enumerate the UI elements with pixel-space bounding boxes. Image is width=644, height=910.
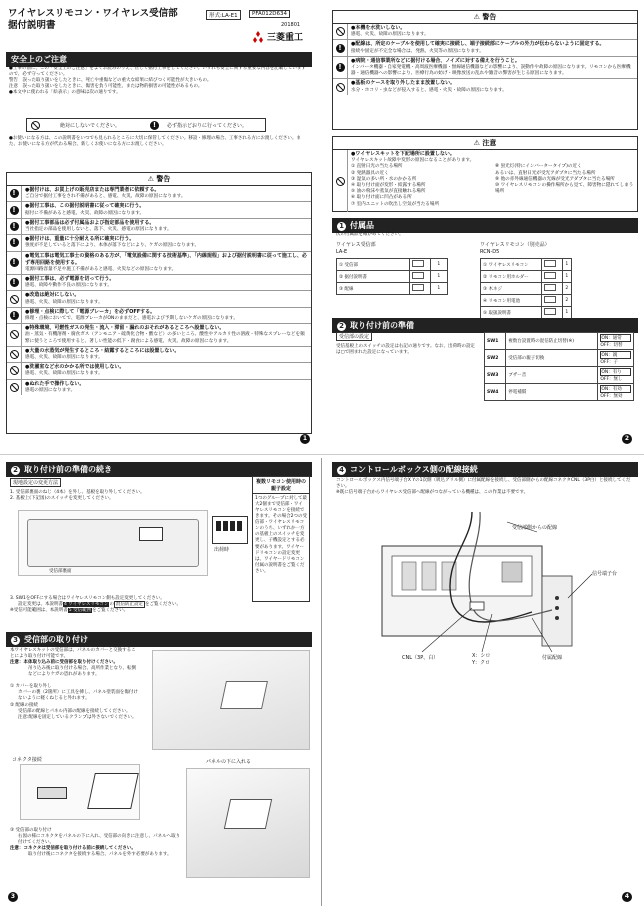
caution-place: ⑩ ワイヤレスリモコンの操作場所から見て、障害物に隠れてしまう場所 xyxy=(495,182,634,195)
warning-item-title: ●改造は絶対にしない。 xyxy=(25,292,80,299)
warning-item-text: 感電、火災、故障の原因になります。 xyxy=(25,299,103,305)
part-icon xyxy=(544,308,556,315)
horizontal-divider xyxy=(0,454,644,455)
field-steps: 1. 受信部裏面のねじ（4本）を外し、基板を取り外してください。 2. 基板上(下記図)のスイッチを変更してください。 xyxy=(10,490,145,502)
warning-item-title: ●電気工事は電気工事士の資格のある方が、「電気設備に関する技術基準」、「内線規程」および据付説明書に従って施工し、必ず専用回路を使用する。 xyxy=(25,252,307,266)
caution-box: ⚠ 注意 ●ワイヤレスキットを下記場所に設置しない。 ワイヤレスキット故障や変形の原因になることがあります。 ① 直射日光の当たる場所 ② 発熱器具の近く ③ 湿気の多い所・水のかかる所 ④ 取り付け面が変形・結露する場所 ⑤ 油の飛沫や蒸気が直接触れる場所 ⑥ 取り付け面に凹凸がある所 ⑦ 室内ユニットの吹出し空気が当たる場所 ⑧ 蛍光灯(特にインバータータイプ)の近く あるいは、直射日光が受光アダプタに当たる場所 ⑨ 他の赤外線通信機器の光線が受光アダプタに当たる場所 ⑩ ワイヤレスリモコンの操作場所から見て、障害物に隠れてしまう場所 xyxy=(332,136,638,212)
part-icon xyxy=(544,260,556,267)
warning-item xyxy=(7,363,311,379)
warning-item xyxy=(7,380,311,395)
warning-item-text: 油・蒸気・有機溶剤・腐食ガス（アンモニア・硫黄化合物・酸など）の多いところ、酸性やアルカリ性の溶液・特殊なスプレーなどを頻繁に使うところで使用すると、著しい性能の低下・腐食による感電、火災、故障の原因になります。 xyxy=(25,332,305,344)
mandatory-icon: ! xyxy=(10,258,19,267)
page-4 xyxy=(332,462,638,906)
warning-item-text: 感電、火災、故障の原因になります。 xyxy=(25,371,103,377)
receiver-board-illustration: 受信部裏面 xyxy=(18,510,208,576)
section-3-header: 3 受信部の取り付け xyxy=(6,632,312,647)
part-icon xyxy=(544,272,556,279)
prohibited-icon xyxy=(10,350,19,359)
caution-place: ④ 取り付け面が変形・結露する場所 xyxy=(351,182,426,188)
page-2 xyxy=(332,6,638,446)
mandatory-icon: ! xyxy=(336,44,345,53)
caution-place: ⑧ 蛍光灯(特にインバータータイプ)の近く xyxy=(495,164,582,170)
accessory-row: ② 据付説明書 1 xyxy=(337,271,448,283)
warning-item-title: ●ぬれた手で操作しない。 xyxy=(25,380,85,387)
section-4-header: 4 コントロールボックス側の配線接続 xyxy=(332,462,638,477)
accessories-lead: 次の付属品を確かめてください。 xyxy=(336,232,404,237)
warning-item xyxy=(7,202,311,218)
switch-row: SW3 ブザー音 ON：有り OFF：無し xyxy=(485,367,634,384)
mandatory-icon: ! xyxy=(10,222,19,231)
warning-item-text: 接続や固定が不完全な場合は、発熱、火災等の原因になります。 xyxy=(351,48,484,54)
page-1 xyxy=(6,6,312,446)
safety-header: 安全上のご注意 xyxy=(6,52,312,67)
warning-item-title: ●本機を水洗いしない。 xyxy=(351,25,406,31)
warning-item xyxy=(7,252,311,276)
control-box-illustration: 受信部側からの配線 信号端子台 CNL（3P、白） X：シロ Y：クロ 付属配線 xyxy=(362,502,622,662)
warning-item xyxy=(7,275,311,291)
warning-item-text: 当社指定の部品を使用しないと、落下、火災、感電の原因になります。 xyxy=(25,226,172,232)
mandatory-icon: ! xyxy=(10,278,19,287)
warning-item-text: 修理・点検においてで、電源ブレーカがONのままだと、感電および予期しないケガの原因になります。 xyxy=(25,316,238,321)
part-icon xyxy=(544,296,556,303)
accessory-row: ④ リモコン用電池 2 xyxy=(481,295,572,307)
warning-item xyxy=(7,308,311,324)
under-panel-label: パネルの下に入れる xyxy=(206,759,252,765)
accessory-row: ⑤ 取扱説明書 1 xyxy=(481,307,572,319)
warning-box-left xyxy=(6,172,312,434)
prohibited-icon xyxy=(336,177,345,186)
connector-label: コネクタ接続 xyxy=(12,757,42,763)
mandatory-icon: ! xyxy=(10,206,19,215)
warning-item-title: ●大量の水蒸気が発生するところ・結露するところには設置しない。 xyxy=(25,347,180,354)
caution-place: ⑥ 取り付け面に凹凸がある所 xyxy=(351,195,412,201)
center-divider xyxy=(321,458,322,906)
accessory-row: ① ワイヤレスリモコン 1 xyxy=(481,259,572,271)
prohibited-icon xyxy=(336,83,345,92)
prohibited-icon xyxy=(336,27,345,36)
receiver-setting-text: 受信基板上のスイッチの設定は右記の通りです。なお、出荷時の設定は▢で囲まれた設定になっています。 xyxy=(336,344,475,356)
section-1-header: 1 付属品 xyxy=(332,218,638,233)
warning-item-text: 感電、故障や動作不良の原因になります。 xyxy=(25,283,112,289)
dip-switch-illustration xyxy=(212,516,248,544)
accessory-row: ③ 配線 1 xyxy=(337,283,448,295)
warning-item-title: ●据付けは、お買上げの販売店または専門業者に依頼する。 xyxy=(25,187,160,193)
warning-item-text: ご自分で据付工事をされ不備があると、感電、火災、故障の原因になります。 xyxy=(25,194,186,200)
page-number: 4 xyxy=(622,892,632,902)
mount-illustration xyxy=(186,768,310,878)
switch-row: SW4 停電補償 ON：有効 OFF：無効 xyxy=(485,384,634,401)
model-label: 形式:LA-E1 xyxy=(206,10,241,20)
part-icon xyxy=(412,260,424,267)
warning-item-title: ●配線は、所定のケーブルを使用して確実に接続し、端子接続部にケーブルの外力が伝わらないように固定する。 xyxy=(351,41,605,48)
accessory-row: ③ 木ネジ 2 xyxy=(481,283,572,295)
section-3-step3: ③ 受信部の取り付け 右図の様にコネクタをパネルの下に入れ、受信部の向きに注意し、パネルへ取り付けてください。 注意：コネクタは受信部を取り付ける前に接続してください。 取り付け後にコネクタを接続する場合、パネルを外す必要があります。 xyxy=(10,828,181,858)
warning-item xyxy=(333,79,637,94)
caution-place: ⑨ 他の赤外線通信機器の光線が受光アダプタに当たる場所 xyxy=(495,176,615,182)
section-3-text: 本ワイヤレスキットの受信部は、パネルのカバーと交換することにより取り付け可能です。 注意：本体取り込み前に受信部を取り付けください。 吊り込み後に取り付ける場合、高所作業となり、転倒などによりケガの恐れがあります。 ① カバーを取り外し カバーの裏（2箇所）に工具を挿し、パネル塗装面を傷付けないように軽くねじると外れます。 ② 配線の接続 受信部の配線とパネル内部の配線を接続してください。 注意:配線を固定しているクランプは外さないでください。 xyxy=(10,648,138,720)
mandatory-icon: ! xyxy=(10,311,19,320)
warning-item-text: インバータ機器・自家発電機・高周波医療機器・無線通信機器などの影響により、誤動作や故障の原因になります。リモコンから医療機器・通信機器への影響により、医療行為の妨げ・映像放送の乱れや雑音の弊害が生じる原因になります。 xyxy=(351,64,631,77)
document-date: 201801 xyxy=(281,22,301,28)
safety-intro: ●工事の前に、この「安全上のご注意」をよくお読みのうえ、正しく据付工事をしてください。いずれも安全に関する重要な内容を記載していますので、必ず守ってください。 警告 誤った取り扱いをしたときに、死亡や重傷などの重大な結果に結びつく可能性が大きいもの。 注意 誤った取り扱いをしたときに、傷害を負う可能性、または物的損害の可能性があるもの。 ●本文中に使われる「絵表示」の意味は次の通りです。 xyxy=(9,66,306,96)
warning-item xyxy=(7,186,311,202)
connector-illustration xyxy=(20,764,140,820)
warning-heading: ⚠ 警告 xyxy=(7,173,311,186)
caution-place: ① 直射日光の当たる場所 xyxy=(351,164,403,170)
accessory-row: ① 受信部 1 xyxy=(337,259,448,271)
mandatory-icon: ! xyxy=(10,189,19,198)
caution-place: あるいは、直射日光が受光アダプタに当たる場所 xyxy=(495,170,596,176)
accessory-row: ② リモコン用ホルダー 1 xyxy=(481,271,572,283)
three-diamonds-icon xyxy=(251,31,265,43)
section-2b-header: 2 取り付け前の準備の続き xyxy=(6,462,312,477)
caution-place: ⑦ 室内ユニットの吹出し空気が当たる場所 xyxy=(351,201,440,207)
document-code: PFA012D634 xyxy=(249,10,290,18)
caution-place: ② 発熱器具の近く xyxy=(351,170,389,176)
warning-item-text: 電源回路容量不足や施工不備があると感電、火災などの原因になります。 xyxy=(25,266,177,272)
section-4-text: コントロールボックス内信号端子台X Yの1次側（吸込グリル側）に付属配線を接続し、受信部側からの配線コネクタCNL（3P白）と接続してください。 ※既に信号端子台からワイヤレス受信部へ配線がつながっている機種は、この作業は不要です。 xyxy=(336,478,631,496)
warning-item-text: 感電、火災、故障の原因になります。 xyxy=(351,32,429,38)
prohibited-icon xyxy=(31,121,40,130)
caution-place: ③ 湿気の多い所・水のかかる所 xyxy=(351,176,417,182)
warning-item-title: ●据付けは、重量に十分耐える所に確実に行う。 xyxy=(25,236,135,243)
page-number: 3 xyxy=(8,892,18,902)
multi-remote-box: 複数リモコン使用時の親子設定 1つのグループに対して最大2個まで受信部・ワイヤレスリモコンを接続できます。その場合2つの受信部・ワイヤレスリモコンのうち、いずれか一方の基板上のスイッチを変更し、子機設定とする必要があります。ワイヤードリモコンの設定変更は、ワイヤードリモコン付属の説明書をご覧ください。 xyxy=(252,476,310,602)
warning-item xyxy=(7,347,311,363)
prohibited-icon xyxy=(10,295,19,304)
part-icon xyxy=(544,284,556,291)
warning-item-title: ●修理・点検に際して「電源ブレーカ」を必ずOFFする。 xyxy=(25,308,156,315)
part-icon xyxy=(412,272,424,279)
receiver-setting-sub: 受信部の設定 xyxy=(336,332,372,341)
page-number: 2 xyxy=(622,434,632,444)
warning-item-title: ●基板のケースを取り外したまま放置しない。 xyxy=(351,80,456,87)
field-setting-sub: 現地設定の変更方法 xyxy=(10,478,61,487)
safety-after-note: ●お使いになる方は、この説明書をいつでも見られるところに大切に保管してください。移設・修理の場合、工事される方にお渡しください。また、お使いになる方が代わる場合、新しくお使いになる方にお渡しください。 xyxy=(9,136,301,148)
warning-item xyxy=(333,40,637,56)
warning-item-text: 強度が不足していると落下により、本体が落下などにより、ケガの原因になります。 xyxy=(25,243,200,249)
receiver-accessories: ワイヤレス受信部 LA-E ① 受信部 1 ② 据付説明書 1 ③ 配線 1 xyxy=(336,242,476,295)
warning-item-text: 水分・ホコリ・虫などが侵入すると、感電・火災・故障の原因になります。 xyxy=(351,87,507,93)
caution-heading: ⚠ 注意 xyxy=(333,137,637,150)
switch-row: SW2 受信部の親子切換 ON：親 OFF：子 xyxy=(485,350,634,367)
mandatory-icon: ! xyxy=(150,121,159,130)
part-icon xyxy=(412,284,424,291)
remote-accessories: ワイヤレスリモコン（別売品） RCN-D5 ① ワイヤレスリモコン 1 ② リモコン用ホルダー 1 ③ 木ネジ 2 ④ リモコン用電池 2 ⑤ 取扱説明書 1 xyxy=(480,242,630,319)
warning-item-title: ●据付工事部品は必ず付属品および指定部品を使用する。 xyxy=(25,219,155,226)
warning-item-title: ●病院・通信事業所などに据付ける場合、ノイズに対する備えを行うこと。 xyxy=(351,57,520,64)
mandatory-icon: ! xyxy=(336,63,345,72)
warning-item xyxy=(7,219,311,235)
warning-item xyxy=(333,24,637,40)
warning-item-text: 感電の原因になります。 xyxy=(25,387,76,393)
symbol-legend: 絶対にしないでください。 ! 必ず指示どおりに行ってください。 xyxy=(26,118,266,132)
page-3 xyxy=(6,462,312,906)
warning-item xyxy=(7,324,311,347)
prohibited-icon xyxy=(10,366,19,375)
factory-setting-label: 出荷時 xyxy=(214,547,230,553)
doc-title: ワイヤレスリモコン・ワイヤレス受信部 据付説明書 xyxy=(8,8,178,31)
warning-item-title: ●特殊環境、可燃性ガスの発生・流入・滞留・漏れのおそれがあるところへ設置しない。 xyxy=(25,325,225,332)
warning-item xyxy=(7,291,311,307)
warning-item-title: ●洗濯室など水のかかる所では使用しない。 xyxy=(25,364,125,371)
warning-item xyxy=(7,235,311,251)
switch-row: SW1 複数台設置時の混信防止切替(※) ON：通常 OFF：切替 xyxy=(485,333,634,350)
switch-table xyxy=(484,332,634,401)
sw1-note: 3. SW1をOFFにする場合はワイヤレスリモコン側も設定変更してください。 設定変更は、本説明書4 ワイヤレスリモコンの 混信防止設定 をご覧ください。 ※受信可能範囲は、本説明書5 受信範囲をご覧ください。 xyxy=(10,596,181,614)
brand-logo: 三菱重工 xyxy=(251,30,303,43)
warning-heading: ⚠ 警告 xyxy=(333,11,637,24)
prohibited-icon xyxy=(10,330,19,339)
wiring-diagram xyxy=(362,502,622,662)
warning-item-title: ●据付工事は、必ず電源を切って行う。 xyxy=(25,276,115,283)
panel-illustration xyxy=(152,650,310,750)
warning-item-text: 感電、火災、故障の原因になります。 xyxy=(25,354,103,360)
prohibited-icon xyxy=(10,383,19,392)
caution-place: ⑤ 油の飛沫や蒸気が直接触れる場所 xyxy=(351,189,426,195)
page-number: 1 xyxy=(300,434,310,444)
warning-box-right xyxy=(332,10,638,130)
warning-item-title: ●据付工事は、この据付説明書に従って確実に行う。 xyxy=(25,203,145,210)
warning-item xyxy=(333,57,637,80)
mandatory-icon: ! xyxy=(10,238,19,247)
warning-item-text: 据付に不備があると感電、火災、故障の原因になります。 xyxy=(25,210,145,216)
section-2-header: 2 取り付け前の準備 xyxy=(332,318,638,333)
